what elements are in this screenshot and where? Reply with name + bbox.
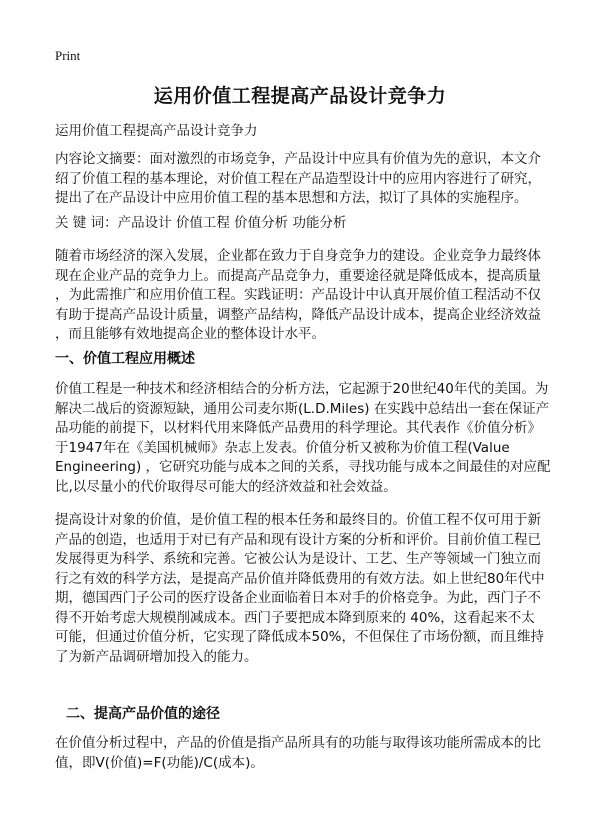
article-subtitle: 运用价值工程提高产品设计竞争力: [55, 123, 258, 139]
text-line: 解决二战后的资源短缺，通用公司麦尔斯(L.D.Miles) 在实践中总结出一套在保证产: [55, 400, 550, 417]
intro-paragraph: [55, 247, 555, 345]
text-line: 品功能的前提下，以材料代用来降低产品费用的科学理论。其代表作《价值分析》: [55, 420, 541, 436]
section1-paragraph-2: [55, 511, 555, 667]
text-line: 可能，但通过价值分析，它实现了降低成本50%，不但保住了市场份额，而且维持: [55, 629, 545, 645]
text-line: 在价值分析过程中，产品的价值是指产品所具有的功能与取得该功能所需成本的比: [55, 735, 541, 751]
text-line: 得不开始考虑大规模削减成本。西门子要把成本降到原来的 40%，这看起来不太: [55, 609, 535, 626]
abstract-paragraph: [55, 150, 555, 209]
text-line: 随着市场经济的深入发展，企业都在致力于自身竞争力的建设。企业竞争力最终体: [55, 248, 541, 264]
text-line: 于1947年在《美国机械师》杂志上发表。价值分析又被称为价值工程(Value: [55, 439, 510, 456]
text-line: 绍了价值工程的基本理论，对价值工程在产品造型设计中的应用内容进行了研究，: [55, 170, 541, 187]
text-line: 价值工程是一种技术和经济相结合的分析方法，它起源于20世纪40年代的美国。为: [55, 381, 549, 397]
text-line: 期，德国西门子公司的医疗设备企业面临着日本对手的价格竞争。为此，西门子不: [55, 590, 541, 606]
text-line: 了为新产品调研增加投入的能力。: [55, 648, 258, 665]
text-line: 比,以尽量小的代价取得尽可能大的经济效益和社会效益。: [55, 478, 397, 495]
text-line: 提出了在产品设计中应用价值工程的基本思想和方法，拟订了具体的实施程序。: [55, 190, 528, 206]
print-link[interactable]: Print: [55, 48, 81, 63]
section-heading-1: 一、价值工程应用概述: [55, 351, 195, 367]
text-line: ，为此需推广和应用价值工程。实践证明：产品设计中认真开展价值工程活动不仅: [55, 287, 541, 303]
text-line: 行之有效的科学方法，是提高产品价值并降低费用的有效方法。如上世纪80年代中: [55, 570, 545, 587]
text-line: 有助于提高产品设计质量，调整产品结构，降低产品设计成本，提高企业经济效益: [55, 306, 541, 323]
text-line: Engineering) ，它研究功能与成本之间的关系，寻找功能与成本之间最佳的对应配: [55, 459, 551, 475]
text-line: 值，即V(价值)=F(功能)/C(成本)。: [55, 754, 264, 771]
text-line: 产品的创造，也适用于对已有产品和现有设计方案的分析和评价。目前价值工程已: [55, 531, 541, 548]
section-heading-2: 二、提高产品价值的途径: [66, 706, 220, 722]
text-line: 内容论文摘要：面对激烈的市场竞争，产品设计中应具有价值为先的意识，本文介: [55, 151, 541, 167]
page-title: 运用价值工程提高产品设计竞争力: [153, 85, 447, 107]
section2-paragraph-1: [55, 734, 555, 773]
text-line: ，而且能够有效地提高企业的整体设计水平。: [55, 326, 325, 342]
text-line: 提高设计对象的价值，是价值工程的根本任务和最终目的。价值工程不仅可用于新: [55, 512, 541, 528]
section1-paragraph-1: [55, 380, 555, 497]
keywords: 关 键 词：产品设计 价值工程 价值分析 功能分析: [55, 215, 347, 231]
text-line: 发展得更为科学、系统和完善。它被公认为是设计、工艺、生产等领域一门独立而: [55, 551, 541, 567]
text-line: 现在企业产品的竞争力上。而提高产品竞争力，重要途径就是降低成本，提高质量: [55, 267, 541, 284]
